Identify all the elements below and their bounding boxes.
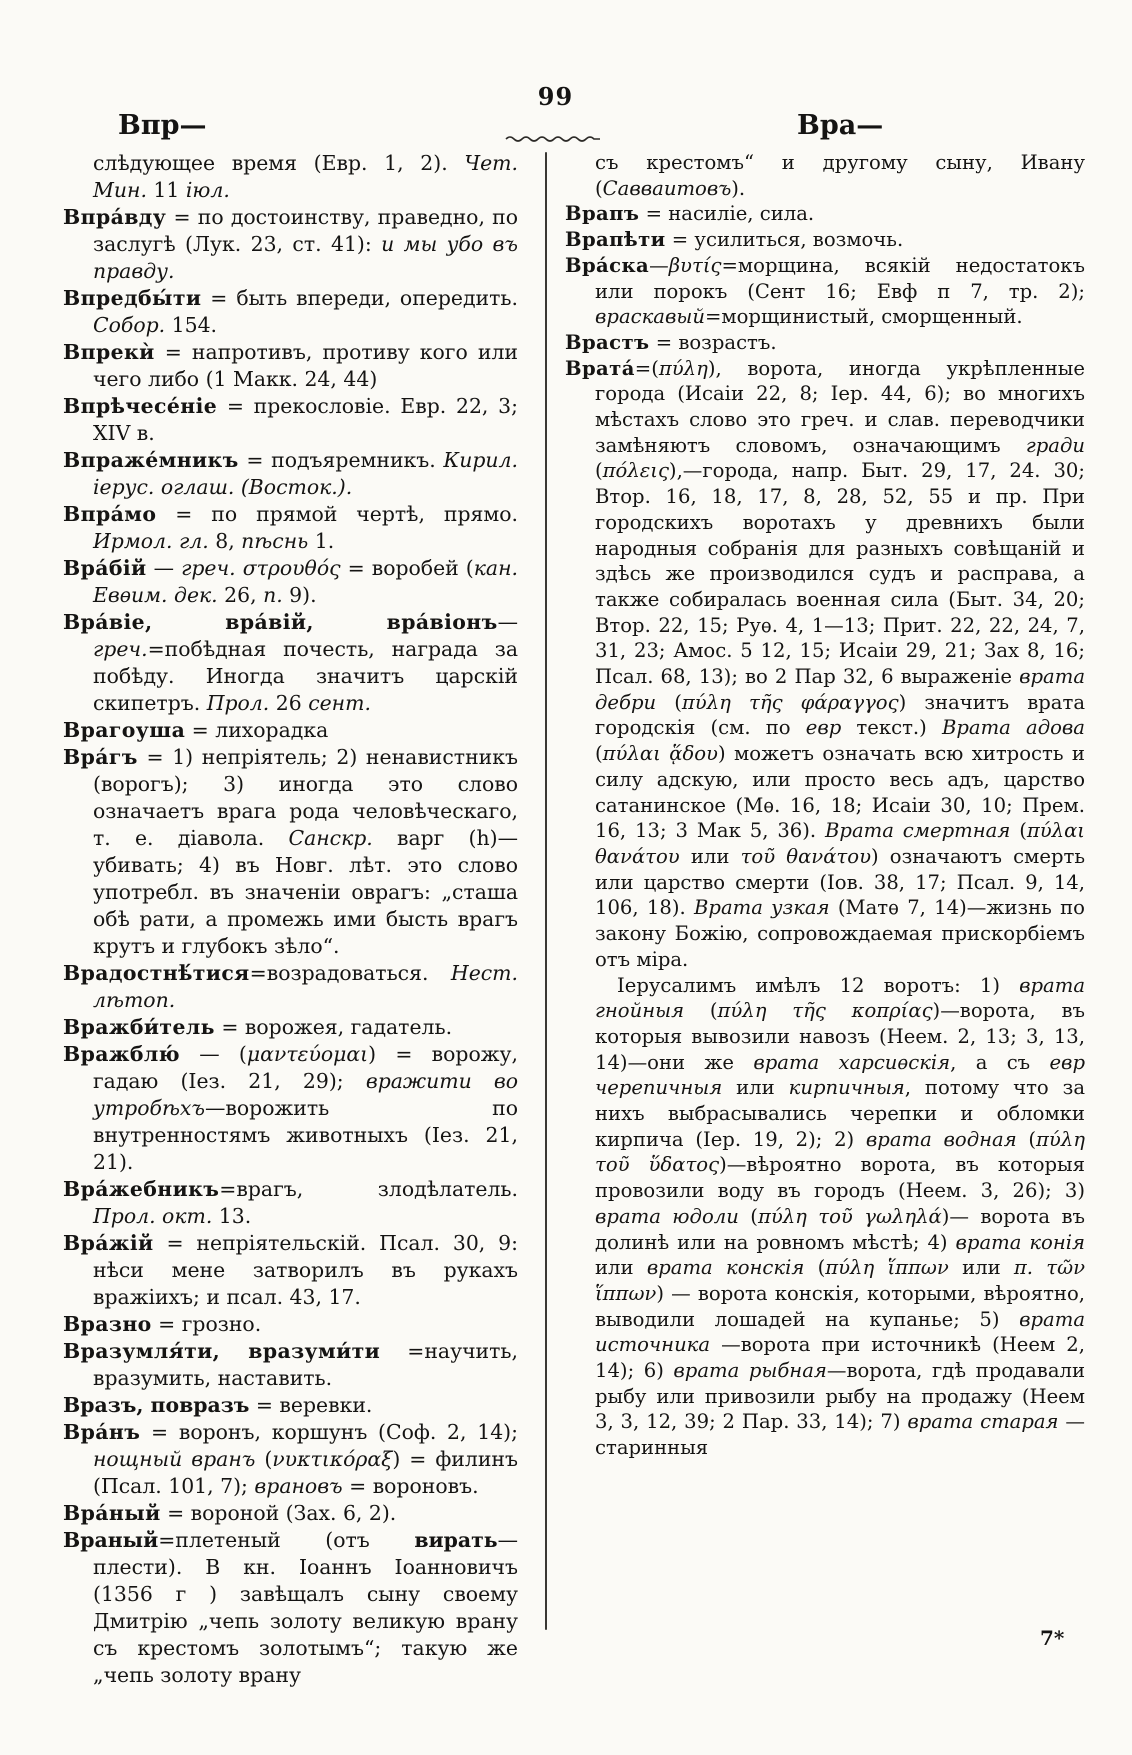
entry-text: = лихорадка: [185, 718, 329, 742]
entry-text: —: [146, 556, 182, 580]
citation-text: Чет. Мин.: [93, 151, 518, 202]
dictionary-entry: [63, 717, 518, 744]
dictionary-entry: [565, 356, 1085, 973]
entry-text: Іерусалимъ имѣлъ 12 воротъ: 1): [617, 973, 1020, 997]
entry-text: 13.: [212, 1204, 252, 1228]
entry-text: 8,: [208, 529, 242, 553]
dictionary-entry: [63, 447, 518, 501]
entry-text: =побѣдная почесть, награда за побѣду. Иногда значитъ царскій скипетръ.: [93, 637, 518, 715]
entry-headword: Вражби́тель: [63, 1015, 215, 1039]
entry-text: (: [595, 459, 603, 483]
entry-text: )— ворота въ долинѣ или на ровномъ мѣстѣ; 4): [595, 1204, 1085, 1254]
entry-headword: Впра́мо: [63, 502, 157, 526]
citation-text: Врата узкая: [694, 896, 830, 920]
citation-text: греч.: [93, 637, 148, 661]
entry-text: варг (h)—убивать; 4) въ Новг. лѣт. это слово употребл. въ значеніи оврагъ: „сташа обѣ рати, а промежь ими бысть врагъ крутъ и глубокъ зѣло“.: [93, 826, 518, 958]
entry-headword: Вра́гъ: [63, 745, 138, 769]
entry-text: =(: [634, 356, 659, 380]
entry-text: —ворожить по внутренностямъ животныхъ (Іез. 21, 21).: [93, 1096, 518, 1174]
dictionary-entry: [63, 1500, 518, 1527]
citation-text: врата юдоли: [595, 1204, 739, 1228]
entry-headword: Врагоуша: [63, 718, 186, 742]
dictionary-entry: [63, 1041, 518, 1176]
dictionary-entry: [565, 201, 1085, 227]
citation-text: Санскр.: [288, 826, 373, 850]
entry-text: 1.: [308, 529, 335, 553]
entry-headword: Впрекѝ: [63, 340, 155, 364]
citation-text: пѣснь: [241, 529, 309, 553]
entry-text: 11: [146, 178, 186, 202]
entry-headword: Вразъ, повразъ: [63, 1393, 250, 1417]
dictionary-entry: [63, 285, 518, 339]
dictionary-entry: [565, 227, 1085, 253]
greek-text: πύλη τῆς κοπρίας: [717, 999, 933, 1023]
citation-text: враскавый: [595, 305, 705, 329]
dictionary-entry: [565, 253, 1085, 330]
entry-text: или: [679, 844, 741, 868]
entry-text: , потому что за нихъ выбрасывались черепки и обломки кирпича (Іер. 19, 2); 2): [595, 1076, 1085, 1151]
citation-text: іюл.: [185, 178, 230, 202]
entry-text: = подъяремникъ.: [238, 448, 444, 472]
entry-text: съ крестомъ“ и другому сыну, Ивану (: [595, 151, 1085, 200]
entry-headword: Вразумля́ти, вразуми́ти: [63, 1339, 381, 1363]
entry-text: =морщина, всякій недостатокъ или порокъ (Сент 16; Евф п 7, тр. 2);: [595, 253, 1085, 303]
entry-text: ),—города, напр. Быт. 29, 17, 24. 30; Втор. 16, 18, 17, 8, 28, 52, 55 и пр. При городскихъ воротахъ у древнихъ были народныя собранія для разныхъ совѣщаній и здѣсь же производился судъ и расправа, а также собиралась военная сила (Быт. 34, 20; Втор. 22, 15; Руѳ. 4, 1—13; Прит. 22, 22, 24, 7, 31, 23; Амос. 5 12, 15; Исаіи 29, 21; Зах 8, 16; Псал. 68, 13); во 2 Пар 32, 6 выраженіе: [595, 459, 1085, 689]
printer-signature-mark: 7*: [1040, 1626, 1065, 1650]
entry-text: = вороной (Зах. 6, 2).: [160, 1501, 397, 1525]
entry-text: = быть впереди, опередить.: [201, 286, 518, 310]
entry-text: =плетеный (отъ: [158, 1528, 415, 1552]
citation-text: п.: [263, 583, 283, 607]
dictionary-entry: [63, 339, 518, 393]
dictionary-entry: [63, 1176, 518, 1230]
entry-text: — (: [179, 1042, 247, 1066]
greek-text: πύλη ἵππων: [825, 1256, 949, 1280]
entry-headword: Вразно: [63, 1312, 152, 1336]
greek-text: τοῦ θανάτου: [740, 844, 871, 868]
page-number: 99: [537, 82, 574, 111]
entry-text: (: [656, 690, 682, 714]
citation-text: кан. Евѳим. дек.: [93, 556, 518, 607]
entry-headword: Врапѣти: [565, 228, 666, 252]
citation-text: врата конія: [955, 1230, 1086, 1254]
entry-text: ) означаютъ смерть или царство смерти (Іов. 38, 17; Псал. 9, 14, 106, 18).: [595, 844, 1085, 920]
citation-text: врата старая: [907, 1410, 1059, 1434]
entry-text: ) — ворота конскія, которыми, вѣроятно, выводили лошадей на купанье; 5): [595, 1281, 1085, 1331]
entry-text: = воронъ, коршунъ (Соф. 2, 14);: [140, 1420, 518, 1444]
dictionary-entry: [63, 501, 518, 555]
entry-text: ) = ворожу, гадаю (Іез. 21, 29);: [93, 1042, 518, 1093]
citation-text: нощный вранъ: [93, 1447, 256, 1471]
entry-headword: Впра́вду: [63, 205, 167, 229]
citation-text: врата водная: [865, 1127, 1017, 1151]
entry-text: (: [595, 742, 603, 766]
dictionary-entry: [63, 1230, 518, 1311]
dictionary-entry: [63, 204, 518, 285]
entry-headword: Впрѣчесе́ніе: [63, 394, 218, 418]
entry-text: 26: [269, 691, 309, 715]
dictionary-entry: [63, 1311, 518, 1338]
greek-text: πύλη τῆς φάραγγος: [681, 690, 899, 714]
entry-text: =возрадоваться.: [249, 961, 451, 985]
entry-headword: Впредбы́ти: [63, 286, 202, 310]
entry-text: )—вѣроятно ворота, въ которыя провозили воду въ городъ (Неем. 3, 26); 3): [595, 1153, 1085, 1203]
entry-headword: Враный: [63, 1528, 159, 1552]
greek-text: μαντεύομαι: [246, 1042, 369, 1066]
dictionary-entry: [63, 150, 518, 204]
entry-text: или: [722, 1076, 789, 1100]
entry-text: (: [255, 1447, 273, 1471]
dictionary-entry: [565, 150, 1085, 201]
entry-text: слѣдующее время (Евр. 1, 2).: [93, 151, 465, 175]
entry-text: —плести). В кн. Іоаннъ Іоанновичъ (1356 г ) завѣщалъ сыну своему Дмитрію „чепь золоту великую врану съ крестомъ золотымъ“; такую же „чепь золоту врану: [93, 1528, 518, 1687]
dictionary-entry: [63, 393, 518, 447]
dictionary-entry: [565, 330, 1085, 356]
dictionary-entry: [63, 1338, 518, 1392]
entry-text: 26,: [217, 583, 264, 607]
greek-text: πύλη: [658, 356, 708, 380]
entry-text: (: [804, 1256, 826, 1280]
greek-text: πύλαι ᾅδου: [602, 742, 718, 766]
entry-text: ) = филинъ (Псал. 101, 7);: [93, 1447, 518, 1498]
citation-text: врата дебри: [595, 665, 1085, 714]
entry-text: или: [948, 1256, 1014, 1280]
citation-text: гради: [1025, 433, 1085, 457]
dictionary-entry: [63, 744, 518, 960]
entry-headword: Вра́ска: [565, 253, 650, 277]
entry-text: (: [1010, 819, 1027, 843]
entry-text: ), ворота, иногда укрѣпленные города (Исаіи 22, 8; Іер. 44, 6); во многихъ мѣстахъ слово это греч. и слав. переводчики замѣняютъ словомъ, означающимъ: [595, 356, 1085, 457]
entry-text: = ворожея, гадатель.: [214, 1015, 453, 1039]
greek-text: πύλαι θανάτου: [595, 819, 1085, 868]
entry-headword: Врата́: [565, 356, 635, 380]
entry-headword: Вра́жебникъ: [63, 1177, 220, 1201]
dictionary-entry: [63, 1392, 518, 1419]
entry-text: = прекословіе. Евр. 22, 3; XIV в.: [93, 394, 518, 445]
entry-text: = по достоинству, праведно, по заслугѣ (Лук. 23, ст. 41):: [93, 205, 518, 256]
entry-text: = вороновъ.: [342, 1474, 479, 1498]
entry-text: ) значитъ врата городскія (см. по: [595, 690, 1086, 740]
greek-text: πύλη τοῦ ὕδατος: [595, 1127, 1085, 1177]
entry-text: или: [595, 1256, 647, 1280]
citation-text: греч.: [181, 556, 236, 580]
entry-headword: Вра́бій: [63, 556, 147, 580]
dictionary-entry: [63, 1419, 518, 1500]
entry-headword: Вра́віе, вра́вій, вра́віонъ: [63, 610, 498, 634]
citation-text: Собор.: [93, 313, 166, 337]
greek-text: π. τῶν ἵππων: [595, 1256, 1086, 1305]
dictionary-entry: [63, 1014, 518, 1041]
greek-text: πόλεις: [602, 459, 669, 483]
entry-text: = усилиться, возмочь.: [665, 228, 904, 252]
entry-text: = 1) непріятель; 2) ненавистникъ (ворогъ); 3) иногда это слово означаетъ врага рода человѣческаго, т. е. діавола.: [93, 745, 518, 850]
citation-text: Кирил. іерус. оглаш. (Восток.).: [93, 448, 518, 499]
right-column-header: Вра—: [797, 110, 884, 141]
entry-headword: Вра́жій: [63, 1231, 154, 1255]
citation-text: сент.: [308, 691, 371, 715]
dictionary-entry: [63, 555, 518, 609]
entry-headword: Вра́ный: [63, 1501, 161, 1525]
citation-text: и мы убо въ правду.: [93, 232, 518, 283]
greek-text: πύλη τοῦ γωληλά: [757, 1204, 942, 1228]
entry-text: текст.): [841, 716, 942, 740]
citation-text: Прол.: [206, 691, 270, 715]
entry-text: (Матѳ 7, 14)—жизнь по закону Божію, сопровождаемая прискорбіемъ отъ міра.: [595, 896, 1085, 971]
citation-text: вражити во утробѣхъ: [93, 1069, 519, 1120]
entry-text: =научить, вразумить, наставить.: [93, 1339, 519, 1390]
entry-headword: Врапъ: [565, 202, 640, 226]
citation-text: врата конскія: [646, 1256, 805, 1280]
entry-text: — старинныя: [595, 1410, 1086, 1460]
entry-text: (: [684, 999, 718, 1023]
right-column: [565, 150, 1085, 1461]
entry-text: = непріятельскій. Псал. 30, 9: нѣси мене затворилъ въ рукахъ вражіихъ; и псал. 43, 17.: [93, 1231, 518, 1309]
entry-text: —ворота при источникѣ (Неем 2, 14); 6): [595, 1333, 1085, 1383]
entry-text: = насиліе, сила.: [639, 202, 815, 226]
page-number-rule: [505, 128, 601, 147]
entry-text: ).: [731, 176, 746, 200]
dictionary-entry: [63, 960, 518, 1014]
column-divider-rule: [545, 152, 547, 1630]
citation-text: Савваитовъ: [602, 176, 732, 200]
citation-text: Врата смертная: [825, 819, 1011, 843]
entry-text: ) можетъ означать всю хитрость и силу адскую, или просто весь адъ, царство сатанинское (Мѳ. 16, 18; Исаіи 30, 10; Прем. 16, 13; 3 Мак 5, 36).: [595, 742, 1085, 843]
citation-text: евр: [805, 716, 842, 740]
citation-text: евр черепичныя: [595, 1050, 1085, 1100]
entry-text: = напротивъ, противу кого или чего либо (1 Макк. 24, 44): [93, 340, 518, 391]
citation-text: врата источника: [595, 1307, 1085, 1357]
citation-text: врановъ: [254, 1474, 343, 1498]
entry-headword: Врадостнѣ́тися: [63, 961, 250, 985]
entry-text: = возрастъ.: [649, 330, 777, 354]
citation-text: врата рыбная: [673, 1359, 827, 1383]
greek-text: νυκτικόραξ: [272, 1447, 393, 1471]
entry-text: =врагъ, злодѣлатель.: [219, 1177, 518, 1201]
greek-text: βυτίς: [668, 253, 722, 277]
entry-text: =морщинистый, сморщенный.: [704, 305, 1023, 329]
citation-text: кирпичныя: [788, 1076, 905, 1100]
entry-text: [236, 556, 243, 580]
citation-text: врата харсиѳскія: [753, 1050, 951, 1074]
entry-headword: Вра́нъ: [63, 1420, 141, 1444]
dictionary-entry: [63, 1527, 518, 1689]
greek-text: στρουθός: [242, 556, 341, 580]
citation-text: Врата адова: [941, 716, 1085, 740]
entry-text: (: [738, 1204, 758, 1228]
entry-text: 154.: [165, 313, 218, 337]
entry-text: 9).: [282, 583, 317, 607]
entry-headword: Вражблю́: [63, 1042, 180, 1066]
citation-text: Прол. окт.: [93, 1204, 213, 1228]
citation-text: Ирмол. гл.: [93, 529, 209, 553]
entry-text: )—ворота, въ которыя вывозили навозъ (Неем. 2, 13; 3, 13, 14)—они же: [595, 999, 1085, 1074]
citation-text: Нест. лѣтоп.: [93, 961, 518, 1012]
entry-text: —: [649, 253, 669, 277]
left-column: [63, 150, 518, 1689]
dictionary-entry: [63, 609, 518, 717]
entry-text: = веревки.: [249, 1393, 373, 1417]
entry-headword: вирать: [414, 1528, 498, 1552]
entry-text: —ворота, гдѣ продавали рыбу или привозили рыбу на продажу (Неем 3, 3, 12, 39; 2 Пар. 33, 14); 7): [595, 1359, 1086, 1434]
entry-text: , а съ: [950, 1050, 1050, 1074]
entry-text: (: [1016, 1127, 1037, 1151]
entry-text: = грозно.: [151, 1312, 262, 1336]
left-column-header: Впр—: [118, 110, 207, 141]
citation-text: врата гнойныя: [595, 973, 1085, 1023]
entry-text: = по прямой чертѣ, прямо.: [156, 502, 518, 526]
entry-headword: Впраже́мникъ: [63, 448, 239, 472]
entry-text: = воробей (: [340, 556, 474, 580]
entry-headword: Врастъ: [565, 330, 650, 354]
entry-text: —: [497, 610, 518, 634]
dictionary-entry: [565, 973, 1085, 1461]
